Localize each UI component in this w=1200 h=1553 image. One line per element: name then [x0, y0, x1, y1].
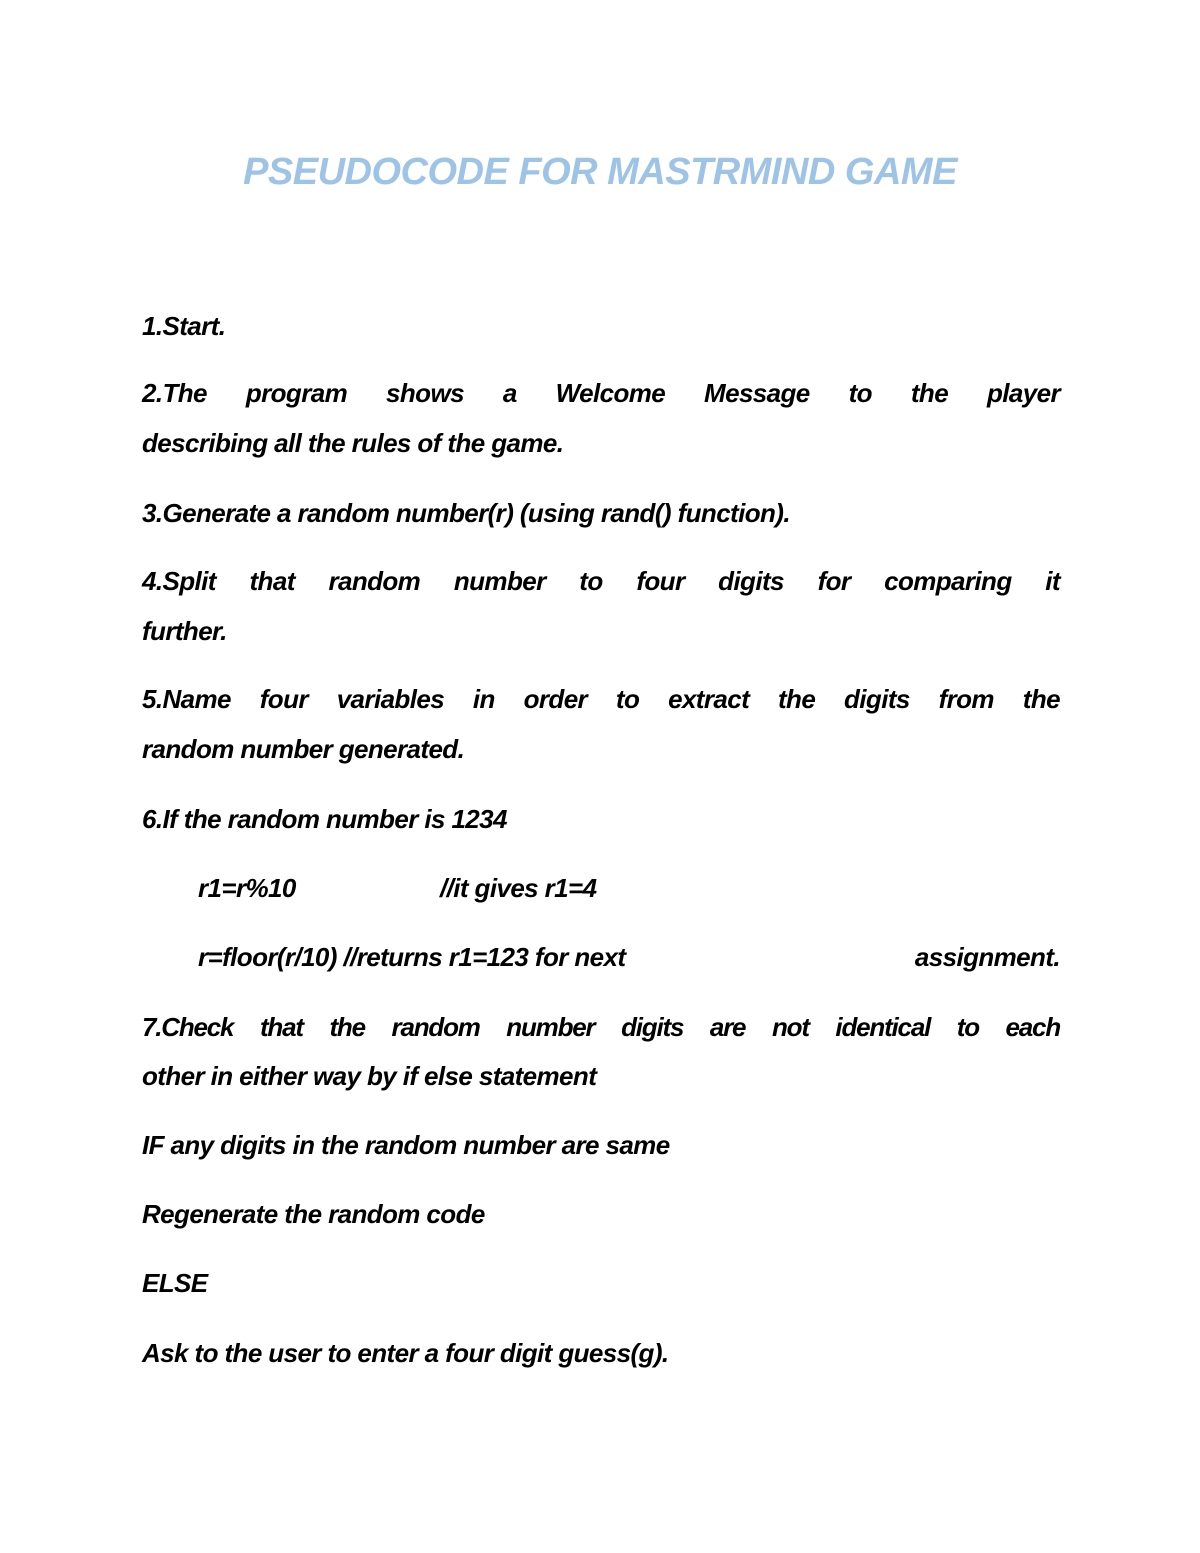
ask-guess-line: Ask to the user to enter a four digit guess(g).	[142, 1338, 669, 1368]
step-5-line-1: 5.Name four variables in order to extract the digits from the	[142, 684, 1060, 714]
code-line-2	[198, 939, 1060, 975]
regenerate-line: Regenerate the random code	[142, 1199, 485, 1229]
step-3: 3.Generate a random number(r) (using rand() function).	[142, 498, 790, 528]
step-7-line-2: other in either way by if else statement	[142, 1061, 597, 1091]
step-1: 1.Start.	[142, 311, 226, 341]
if-statement: IF any digits in the random number are same	[142, 1130, 670, 1160]
else-statement: ELSE	[142, 1268, 208, 1298]
step-4-line-1: 4.Split that random number to four digits for comparing it	[142, 566, 1060, 596]
step-5-line-2: random number generated.	[142, 734, 465, 764]
code-line-1	[198, 870, 1060, 906]
step-2-line-1: 2.The program shows a Welcome Message to the player	[142, 378, 1060, 408]
code-statement: r=floor(r/10) //returns r1=123 for next	[198, 942, 626, 972]
step-6: 6.If the random number is 1234	[142, 804, 507, 834]
step-2-line-2: describing all the rules of the game.	[142, 428, 564, 458]
code-comment: //it gives r1=4	[440, 873, 597, 903]
document-title: PSEUDOCODE FOR MASTRMIND GAME	[243, 151, 957, 193]
step-4-line-2: further.	[142, 616, 227, 646]
code-comment-tail: assignment.	[914, 942, 1060, 972]
step-7-line-1: 7.Check that the random number digits are not identical to each	[142, 1012, 1060, 1042]
code-statement: r1=r%10	[198, 873, 296, 903]
